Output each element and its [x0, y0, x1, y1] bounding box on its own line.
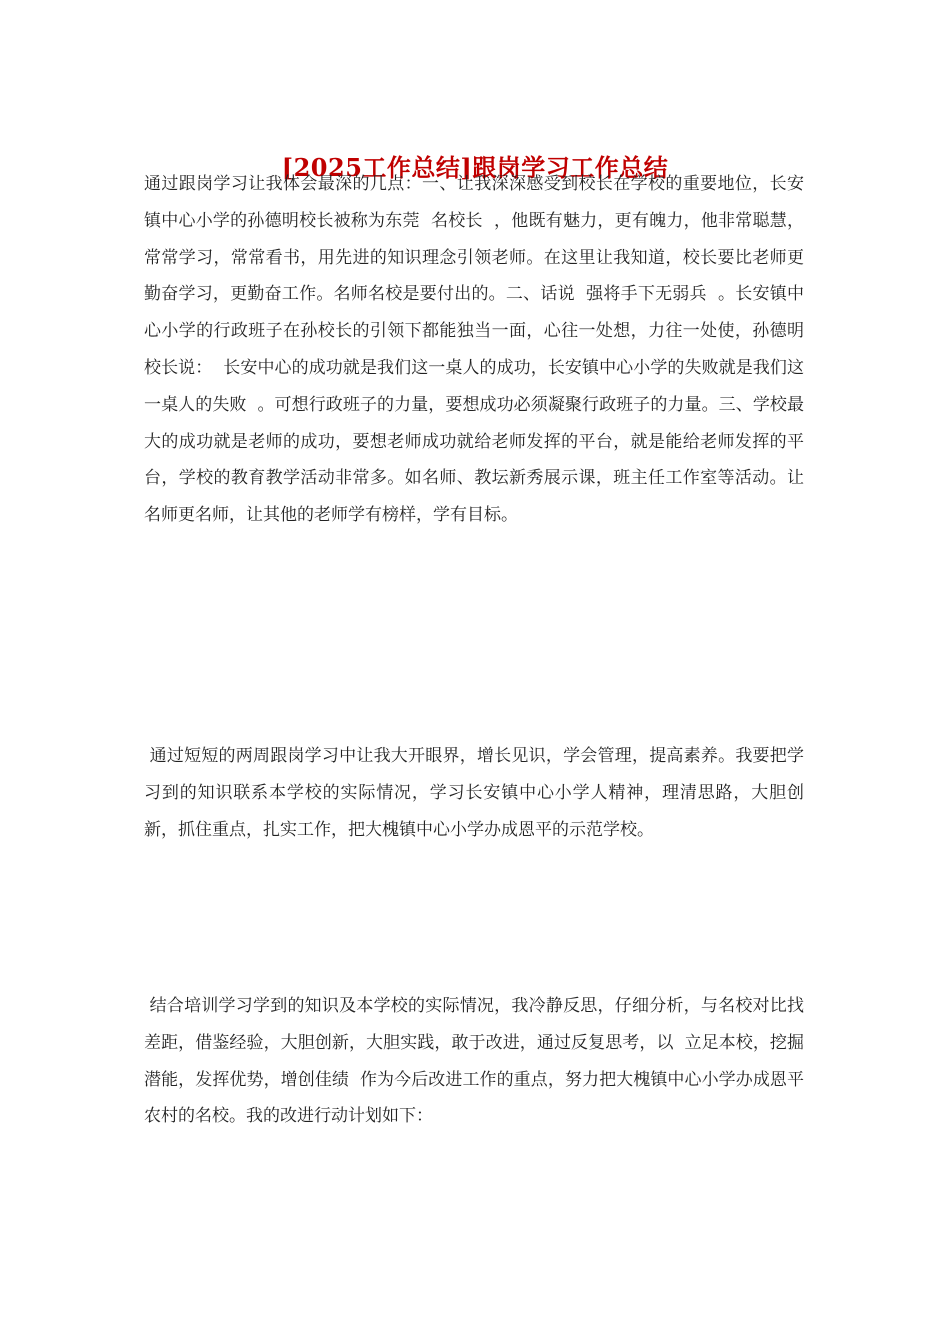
paragraph-1: 通过跟岗学习让我体会最深的几点：一、让我深深感受到校长在学校的重要地位，长安镇中心小学的孙德明校长被称为东莞 名校长 ，他既有魅力，更有魄力，他非常聪慧，常常学习，常常看书，用先进的知识理念引领老师。在这里让我知道，校长要比老师更勤奋学习，更勤奋工作。名师名校是要付出的。二、话说 强将手下无弱兵 。长安镇中心小学的行政班子在孙校长的引领下都能独当一面，心往一处想，力往一处使，孙德明校长说： 长安中心的成功就是我们这一桌人的成功，长安镇中心小学的失败就是我们这一桌人的失败 。可想行政班子的力量，要想成功必须凝聚行政班子的力量。三、学校最大的成功就是老师的成功，要想老师成功就给老师发挥的平台，就是能给老师发挥的平台，学校的教育教学活动非常多。如名师、教坛新秀展示课，班主任工作室等活动。让名师更名师，让其他的老师学有榜样，学有目标。 — [144, 174, 804, 526]
paragraph-2: 通过短短的两周跟岗学习中让我大开眼界，增长见识，学会管理，提高素养。我要把学习到的知识联系本学校的实际情况，学习长安镇中心小学人精神，理清思路，大胆创新，抓住重点，扎实工作，把大槐镇中心小学办成恩平的示范学校。 — [144, 746, 805, 840]
paragraph-3: 结合培训学习学到的知识及本学校的实际情况，我冷静反思，仔细分析，与名校对比找差距，借鉴经验，大胆创新，大胆实践，敢于改进，通过反复思考，以 立足本校，挖掘潜能，发挥优势，增创佳绩 作为今后改进工作的重点，努力把大槐镇中心小学办成恩平农村的名校。我的改进行动计划如下： — [144, 996, 805, 1127]
document-title: [2025工作总结]跟岗学习工作总结 — [281, 153, 669, 182]
